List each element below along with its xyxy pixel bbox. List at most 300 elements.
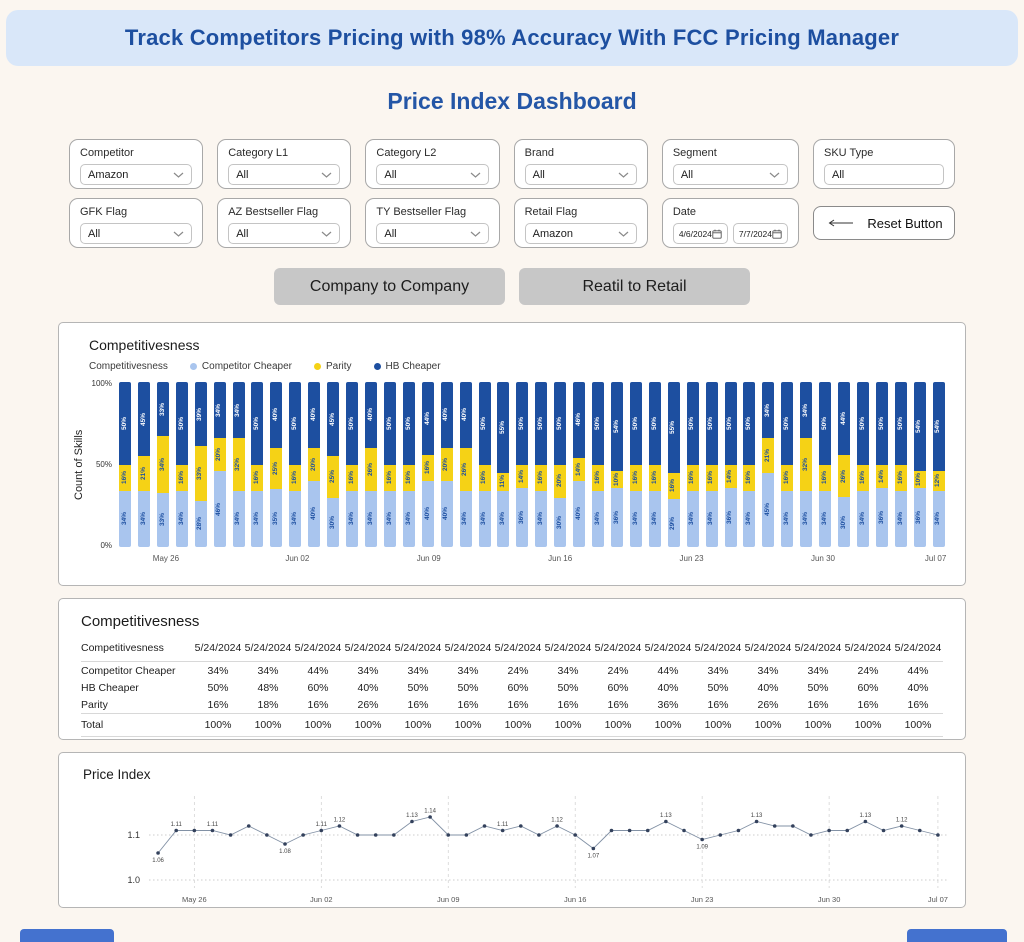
- legend-dot-icon: [190, 363, 197, 370]
- bar-segment: [119, 491, 131, 547]
- bar-segment: [611, 382, 623, 471]
- bar-segment: [346, 491, 358, 547]
- table-header-cell: 5/24/2024: [193, 638, 243, 662]
- bar-segment-label: 34%: [215, 403, 223, 417]
- bar-segment: [251, 382, 263, 465]
- bar-segment: [819, 465, 831, 491]
- bar-segment-label: 16%: [688, 471, 696, 485]
- data-point: [809, 833, 813, 837]
- data-point: [700, 838, 704, 842]
- table-row: [81, 662, 943, 680]
- table-header-cell: 5/24/2024: [293, 638, 343, 662]
- bar-segment: [649, 491, 661, 547]
- bar-segment-label: 40%: [574, 507, 582, 521]
- bar-segment: [157, 382, 169, 436]
- data-point: [537, 833, 541, 837]
- ty-bestseller-select[interactable]: [376, 223, 488, 244]
- bar-segment-label: 34%: [120, 512, 128, 526]
- table-cell: 24%: [607, 664, 629, 677]
- line-chart-title: Price Index: [83, 767, 151, 782]
- filter-label: Category L2: [376, 147, 437, 159]
- y-tick-label: 1.1: [127, 830, 140, 840]
- stacked-bar: [649, 382, 661, 547]
- x-tick-label: Jun 02: [285, 554, 310, 563]
- bar-segment-label: 16%: [783, 471, 791, 485]
- legend-item: [374, 361, 441, 372]
- y-tick-label: 100%: [91, 379, 112, 388]
- stacked-bar: [346, 382, 358, 547]
- bar-segment: [933, 471, 945, 491]
- filter-label: AZ Bestseller Flag: [228, 206, 319, 218]
- stacked-bar: [857, 382, 869, 547]
- data-point: [356, 833, 360, 837]
- filter-segment: [662, 139, 799, 189]
- actions-row: [0, 268, 1024, 305]
- data-point-label: 1.12: [333, 817, 346, 824]
- bar-segment: [289, 465, 301, 491]
- bar-segment: [725, 382, 737, 465]
- select-value: All: [236, 227, 249, 240]
- data-point: [882, 829, 886, 833]
- bar-segment-label: 36%: [518, 510, 526, 524]
- table-cell: 100%: [593, 714, 643, 737]
- data-point: [247, 824, 251, 828]
- bar-segment-label: 34%: [234, 512, 242, 526]
- bar-segment-label: 16%: [896, 471, 904, 485]
- bar-segment-label: 34%: [158, 457, 166, 471]
- data-point: [900, 824, 904, 828]
- table-cell: 40%: [907, 681, 929, 694]
- data-point: [755, 820, 759, 824]
- filter-category-l2: [365, 139, 499, 189]
- bar-segment: [706, 491, 718, 547]
- bar-segment: [781, 465, 793, 491]
- bar-segment: [422, 382, 434, 455]
- stacked-bar: [819, 382, 831, 547]
- bar-segment: [214, 438, 226, 471]
- reset-button-label: Reset Button: [867, 215, 943, 231]
- bar-segment: [914, 471, 926, 488]
- stacked-bar: [138, 382, 150, 547]
- bar-segment: [554, 498, 566, 548]
- bar-segment: [270, 489, 282, 547]
- header-banner: [6, 10, 1018, 66]
- bar-segment-label: 50%: [385, 416, 393, 430]
- legend-dot-icon: [374, 363, 381, 370]
- table-header-cell: 5/24/2024: [593, 638, 643, 662]
- bar-segment: [308, 481, 320, 547]
- filter-label: SKU Type: [824, 147, 874, 159]
- gfk-flag-select[interactable]: [80, 223, 192, 244]
- stacked-bar: [119, 382, 131, 547]
- bar-segment: [195, 501, 207, 547]
- stacked-bar: [270, 382, 282, 547]
- bar-segment-label: 21%: [764, 448, 772, 462]
- bar-segment: [327, 498, 339, 548]
- bar-segment-label: 34%: [347, 512, 355, 526]
- table-cell: 26%: [757, 698, 779, 711]
- data-point: [718, 833, 722, 837]
- bar-segment-label: 16%: [537, 471, 545, 485]
- bar-segment-label: 29%: [669, 516, 677, 530]
- bar-segment: [422, 481, 434, 547]
- bar-segment: [857, 491, 869, 547]
- x-tick-label: Jun 02: [310, 895, 333, 904]
- date-start-input[interactable]: [673, 223, 728, 244]
- stacked-bar: [176, 382, 188, 547]
- table-cell: 50%: [407, 681, 429, 694]
- table-row-label: HB Cheaper: [81, 681, 139, 694]
- bar-segment-label: 26%: [461, 462, 469, 476]
- table-cell: 16%: [857, 698, 879, 711]
- table-cell: 24%: [857, 664, 879, 677]
- bar-segment-label: 50%: [707, 416, 715, 430]
- bar-segment: [725, 488, 737, 547]
- data-point: [827, 829, 831, 833]
- table-cell: 100%: [893, 714, 943, 737]
- page-title: Price Index Dashboard: [387, 88, 637, 114]
- bar-segment-label: 25%: [272, 462, 280, 476]
- bar-segment-label: 16%: [291, 471, 299, 485]
- data-point-label: 1.11: [206, 822, 219, 828]
- az-bestseller-select[interactable]: [228, 223, 340, 244]
- filter-label: Date: [672, 206, 697, 218]
- bar-plot-wrap: [119, 382, 945, 567]
- data-point-label: 1.08: [279, 849, 291, 855]
- bar-segment: [176, 382, 188, 465]
- bar-segment-label: 20%: [309, 457, 317, 471]
- bar-segment: [573, 481, 585, 547]
- table-cell: 50%: [457, 681, 479, 694]
- data-point: [283, 842, 287, 846]
- bar-segment-label: 26%: [366, 462, 374, 476]
- segment-select[interactable]: [673, 164, 788, 185]
- retail-to-retail-button[interactable]: Reatil to Retail: [519, 268, 750, 305]
- stacked-bar: [460, 382, 472, 547]
- table-cell: 100%: [493, 714, 543, 737]
- bar-segment: [630, 465, 642, 491]
- data-point-label: 1.11: [315, 822, 327, 828]
- bar-segment: [497, 473, 509, 491]
- bar-segment-label: 33%: [158, 513, 166, 527]
- bar-segment: [516, 488, 528, 547]
- bar-segment-label: 40%: [272, 408, 280, 422]
- reset-button[interactable]: [813, 206, 955, 240]
- category-l2-select[interactable]: [376, 164, 488, 185]
- y-tick-label: 50%: [95, 460, 112, 469]
- bar-segment-label: 33%: [196, 467, 204, 481]
- data-point: [338, 824, 342, 828]
- bar-segment: [725, 465, 737, 488]
- stacked-bar: [933, 382, 945, 547]
- bar-segment-label: 45%: [139, 412, 147, 426]
- table-cell: 60%: [607, 681, 629, 694]
- table-cell: 100%: [843, 714, 893, 737]
- bar-segment: [895, 382, 907, 465]
- select-value: Amazon: [532, 227, 573, 240]
- data-point: [301, 833, 305, 837]
- x-tick-label: Jun 09: [416, 554, 441, 563]
- price-line: [158, 817, 938, 853]
- filter-label: Competitor: [80, 147, 134, 159]
- table-cell: 16%: [407, 698, 429, 711]
- bar-segment: [138, 382, 150, 456]
- table-row-label: Competitor Cheaper: [81, 664, 176, 677]
- data-point: [211, 829, 215, 833]
- bar-segment: [668, 499, 680, 547]
- bar-segment-label: 16%: [347, 471, 355, 485]
- bar-segment: [687, 465, 699, 491]
- bar-segment: [535, 382, 547, 465]
- bar-segment-label: 34%: [764, 403, 772, 417]
- table-header-cell: 5/24/2024: [393, 638, 443, 662]
- filter-label: GFK Flag: [80, 206, 128, 218]
- retail-flag-select[interactable]: [525, 223, 637, 244]
- table-cell: 34%: [407, 664, 429, 677]
- data-point: [592, 847, 596, 851]
- stacked-bar: [289, 382, 301, 547]
- stacked-bar: [706, 382, 718, 547]
- bar-segment: [649, 382, 661, 465]
- bar-segment: [706, 465, 718, 491]
- bar-segment: [630, 382, 642, 465]
- table-cell: 100%: [343, 714, 393, 737]
- table-header-cell: 5/24/2024: [443, 638, 493, 662]
- bar-segment-label: 34%: [745, 512, 753, 526]
- bar-segment: [687, 382, 699, 465]
- table-header-row: [81, 638, 943, 662]
- filter-retail-flag: [514, 198, 648, 248]
- filter-ty-bestseller: [365, 198, 499, 248]
- stacked-bar: [479, 382, 491, 547]
- data-point: [410, 820, 414, 824]
- bar-segment-label: 50%: [291, 416, 299, 430]
- date-end-input[interactable]: [733, 223, 788, 244]
- stacked-bar: [762, 382, 774, 547]
- bar-segment-label: 34%: [385, 512, 393, 526]
- filter-label: Segment: [672, 147, 717, 159]
- table-cell: 34%: [807, 664, 829, 677]
- data-point: [193, 829, 197, 833]
- bar-segment-label: 50%: [650, 416, 658, 430]
- bar-segment: [914, 382, 926, 471]
- competitor-select[interactable]: [80, 164, 192, 185]
- bar-segment-label: 34%: [499, 512, 507, 526]
- filter-label: Retail Flag: [524, 206, 578, 218]
- bar-segment: [781, 382, 793, 465]
- table-cell: 34%: [357, 664, 379, 677]
- table-cell: 100%: [293, 714, 343, 737]
- table-row-label: Total: [81, 714, 193, 737]
- legend-label: HB Cheaper: [385, 361, 441, 372]
- bar-segment: [403, 382, 415, 465]
- table-cell: 16%: [307, 698, 329, 711]
- table-cell: 40%: [357, 681, 379, 694]
- table-row: [81, 679, 943, 696]
- bar-segment-label: 16%: [177, 471, 185, 485]
- stacked-bar: [214, 382, 226, 547]
- bar-segment: [233, 382, 245, 438]
- table-cell: 50%: [807, 681, 829, 694]
- bar-segment-label: 40%: [309, 408, 317, 422]
- stacked-bar: [365, 382, 377, 547]
- bar-segment: [270, 382, 282, 448]
- line-chart-wrap: [111, 784, 965, 913]
- table-cell: 44%: [657, 664, 679, 677]
- data-point: [392, 833, 396, 837]
- input-value: All: [832, 168, 845, 181]
- bar-segment-label: 34%: [783, 512, 791, 526]
- table-row: [81, 714, 943, 737]
- filter-gfk-flag: [69, 198, 203, 248]
- bar-segment-label: 34%: [234, 403, 242, 417]
- bar-segment-label: 34%: [253, 512, 261, 526]
- bar-segment-label: 34%: [291, 512, 299, 526]
- bar-segment: [933, 491, 945, 547]
- bar-segment: [516, 465, 528, 488]
- bar-segment-label: 54%: [612, 420, 620, 434]
- legend-label: Competitor Cheaper: [201, 361, 292, 372]
- bar-segment-label: 16%: [120, 471, 128, 485]
- bar-segment-label: 30%: [328, 515, 336, 529]
- data-point: [446, 833, 450, 837]
- table-cell: 100%: [543, 714, 593, 737]
- bar-chart: [73, 379, 947, 567]
- bar-segment: [346, 382, 358, 465]
- bar-segment: [573, 382, 585, 458]
- bar-segment: [403, 491, 415, 547]
- bar-segment-label: 40%: [461, 408, 469, 422]
- filter-sku-type: [813, 139, 955, 189]
- bar-segment: [233, 491, 245, 547]
- date-start-value: 4/6/2024: [678, 228, 712, 239]
- data-point: [465, 833, 469, 837]
- table-header-cell: 5/24/2024: [843, 638, 893, 662]
- bar-segment-label: 50%: [877, 416, 885, 430]
- data-point: [319, 829, 323, 833]
- bar-segment: [838, 382, 850, 455]
- bar-segment-label: 16%: [480, 471, 488, 485]
- table-cell: 34%: [707, 664, 729, 677]
- bar-segment-label: 50%: [631, 416, 639, 430]
- bar-segment-label: 46%: [215, 502, 223, 516]
- table-header-cell: 5/24/2024: [743, 638, 793, 662]
- bar-segment: [195, 382, 207, 446]
- bar-segment: [479, 465, 491, 491]
- table-header-cell: 5/24/2024: [543, 638, 593, 662]
- bar-segment-label: 50%: [726, 416, 734, 430]
- bar-segment-label: 40%: [423, 507, 431, 521]
- bar-segment-label: 50%: [120, 416, 128, 430]
- bar-segment-label: 50%: [745, 416, 753, 430]
- bar-segment: [611, 488, 623, 547]
- filter-date: [662, 198, 799, 248]
- bar-segment-label: 16%: [423, 461, 431, 475]
- table-cell: 40%: [757, 681, 779, 694]
- x-tick-label: Jun 30: [817, 895, 841, 904]
- data-point-label: 1.14: [424, 808, 436, 815]
- stacked-bar: [157, 382, 169, 547]
- bar-segment: [384, 382, 396, 465]
- bar-segment: [119, 465, 131, 491]
- bar-segment-label: 34%: [858, 512, 866, 526]
- bar-segment-label: 45%: [764, 503, 772, 517]
- calendar-icon: [712, 229, 722, 239]
- bar-segment-label: 34%: [820, 512, 828, 526]
- table-row-label: Parity: [81, 698, 108, 711]
- bar-segment-label: 20%: [555, 474, 563, 488]
- data-point-label: 1.13: [660, 813, 672, 819]
- stacked-bar: [195, 382, 207, 547]
- table-cell: 100%: [643, 714, 693, 737]
- bar-segment-label: 34%: [801, 512, 809, 526]
- bar-segment: [365, 382, 377, 448]
- bar-segment-label: 35%: [272, 511, 280, 525]
- company-to-company-button[interactable]: Company to Company: [274, 268, 505, 305]
- stacked-bar: [668, 382, 680, 547]
- bar-segment-label: 54%: [915, 420, 923, 434]
- bar-segment: [138, 491, 150, 547]
- data-point: [737, 829, 741, 833]
- bar-legend: [89, 361, 965, 372]
- bar-segment: [535, 465, 547, 491]
- bar-segment-label: 50%: [404, 416, 412, 430]
- table-cell: 16%: [607, 698, 629, 711]
- select-value: All: [384, 227, 397, 240]
- bar-segment-label: 36%: [726, 510, 734, 524]
- sku-type-input[interactable]: [824, 164, 944, 185]
- table-header-cell: 5/24/2024: [893, 638, 943, 662]
- chevron-down-icon: [618, 172, 629, 178]
- bar-segment: [630, 491, 642, 547]
- table-cell: 40%: [657, 681, 679, 694]
- stacked-bar: [895, 382, 907, 547]
- bar-segment-label: 34%: [896, 512, 904, 526]
- bar-segment: [592, 382, 604, 465]
- price-index-panel: [58, 752, 966, 908]
- bar-segment-label: 39%: [196, 407, 204, 421]
- bar-segment-label: 50%: [555, 416, 563, 430]
- bar-segment-label: 34%: [707, 512, 715, 526]
- bar-segment-label: 34%: [139, 512, 147, 526]
- data-point-label: 1.13: [750, 813, 763, 819]
- bar-segment: [554, 382, 566, 465]
- bar-segment-label: 16%: [858, 471, 866, 485]
- bar-segment-label: 34%: [537, 512, 545, 526]
- data-point-label: 1.11: [170, 822, 182, 828]
- category-l1-select[interactable]: [228, 164, 340, 185]
- bar-segment-label: 44%: [839, 411, 847, 425]
- data-point: [936, 833, 940, 837]
- table-cell: 100%: [193, 714, 243, 737]
- bar-segment: [214, 471, 226, 547]
- data-point: [791, 824, 795, 828]
- brand-select[interactable]: [525, 164, 637, 185]
- stacked-bar: [725, 382, 737, 547]
- stacked-bar: [497, 382, 509, 547]
- table-cell: 34%: [757, 664, 779, 677]
- data-point-label: 1.13: [406, 813, 418, 819]
- bar-segment: [308, 448, 320, 481]
- bar-segment: [346, 465, 358, 491]
- stacked-bar: [422, 382, 434, 547]
- data-point: [428, 815, 432, 819]
- bar-segment: [138, 456, 150, 491]
- data-point: [845, 829, 849, 833]
- bar-segment: [327, 382, 339, 456]
- bar-segment: [460, 491, 472, 547]
- table-header-cell: 5/24/2024: [343, 638, 393, 662]
